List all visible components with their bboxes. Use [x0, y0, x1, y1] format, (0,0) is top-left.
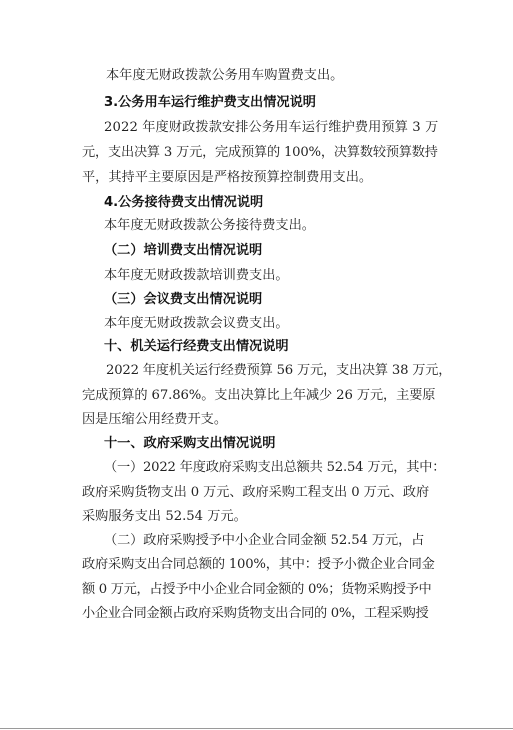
text-line: 政府采购支出合同总额的 100%，其中：授予小微企业合同金 [82, 557, 435, 572]
text-line: 本年度无财政拨款会议费支出。 [104, 316, 289, 331]
text-line: 元，支出决算 3 万元，完成预算的 100%，决算数较预算数持 [82, 145, 438, 160]
text-line: 采购服务支出 52.54 万元。 [82, 509, 247, 524]
text-line: 本年度无财政拨款公务接待费支出。 [104, 218, 315, 233]
text-line: 因是压缩公用经费开支。 [82, 412, 228, 427]
section-heading: （二）培训费支出情况说明 [104, 243, 263, 258]
text-line: （一）2022 年度政府采购支出总额共 52.54 万元，其中： [104, 460, 446, 475]
section-heading: 4.公务接待费支出情况说明 [104, 195, 264, 210]
page-bottom-border [0, 728, 513, 729]
section-heading: 十、机关运行经费支出情况说明 [104, 339, 289, 354]
section-heading: 3.公务用车运行维护费支出情况说明 [104, 95, 316, 110]
text-line: 小企业合同金额占政府采购货物支出合同的 0%，工程采购授 [82, 606, 429, 621]
section-heading: （三）会议费支出情况说明 [104, 292, 263, 307]
text-line: 政府采购货物支出 0 万元、政府采购工程支出 0 万元、政府 [82, 485, 430, 500]
text-line: 额 0 万元，占授予中小企业合同金额的 0%；货物采购授予中 [82, 582, 432, 597]
text-line: 本年度无财政拨款培训费支出。 [104, 268, 289, 283]
text-line: 2022 年度财政拨款安排公务用车运行维护费用预算 3 万 [104, 120, 439, 135]
text-line: 完成预算的 67.86%。支出决算比上年减少 26 万元，主要原 [82, 388, 436, 403]
text-line: （二）政府采购授予中小企业合同金额 52.54 万元，占 [104, 533, 425, 548]
text-line: 本年度无财政拨款公务用车购置费支出。 [106, 68, 344, 83]
text-line: 2022 年度机关运行经费预算 56 万元，支出决算 38 万元， [106, 363, 452, 378]
section-heading: 十一、政府采购支出情况说明 [104, 436, 276, 451]
text-line: 平，其持平主要原因是严格按预算控制费用支出。 [82, 170, 373, 185]
